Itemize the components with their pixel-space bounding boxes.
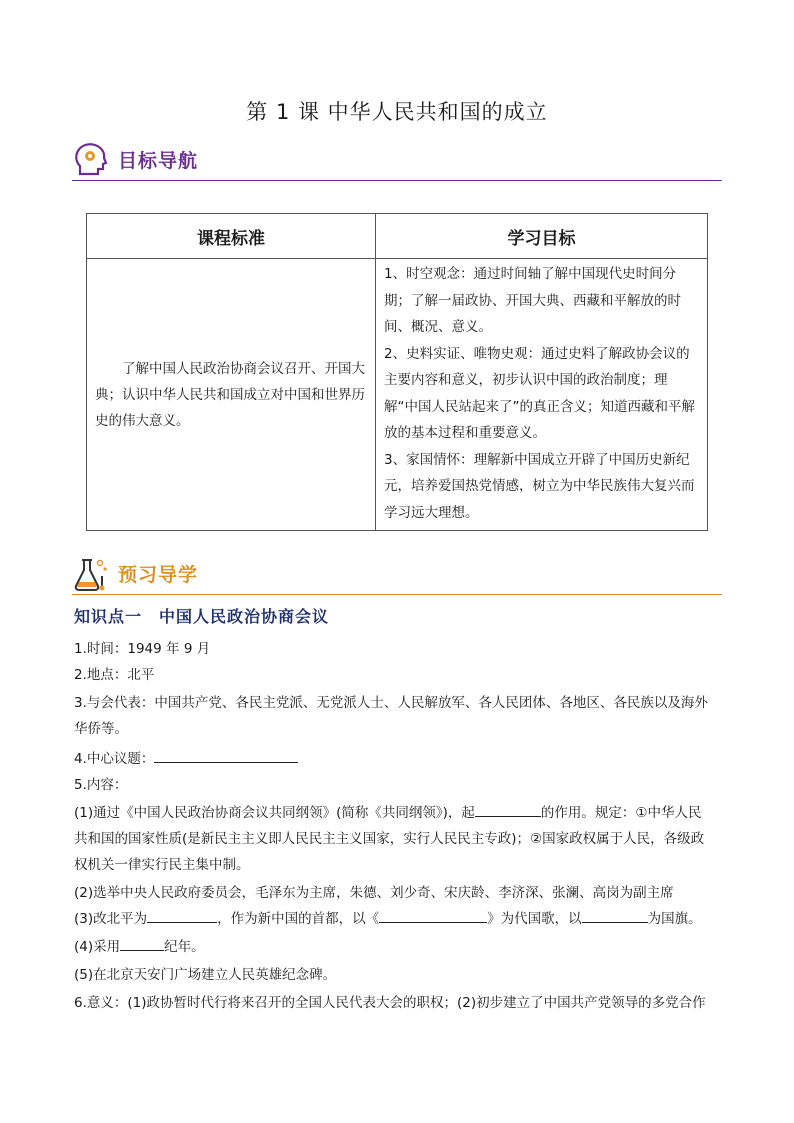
content-line: 华侨等。	[74, 721, 128, 737]
content-text: 的作用。规定：①中华人民	[540, 805, 702, 821]
content-text: 》为代国歌，以	[487, 911, 582, 927]
content-line	[74, 746, 724, 772]
content-line: 2.地点：北平	[74, 667, 155, 683]
content-text: 纪年。	[164, 939, 205, 955]
content-line: 权机关一律实行民主集中制。	[74, 857, 250, 873]
content-line: 共和国的国家性质(是新民主主义即人民民主主义国家，实行人民民主专政)；②国家政权属于人民，各级政	[74, 831, 705, 847]
fill-blank-capital[interactable]	[147, 908, 217, 923]
section-divider-preview	[72, 594, 722, 595]
course-standard-text: 了解中国人民政治协商会议召开、开国大典；认识中华人民共和国成立对中国和世界历史的伟大意义。	[95, 360, 365, 429]
content-line: (2)选举中央人民政府委员会，毛泽东为主席，朱德、刘少奇、宋庆龄、李济深、张澜、高岗为副主席	[74, 885, 674, 901]
content-text: 4.中心议题：	[74, 751, 155, 767]
course-standard-cell	[87, 259, 376, 531]
fill-blank-flag[interactable]	[582, 908, 648, 923]
section-title-goals: 目标导航	[118, 150, 199, 172]
content-text: ，作为新中国的首都，以《	[217, 911, 380, 927]
content-text: 为国旗。	[647, 911, 702, 927]
fill-blank-role[interactable]	[475, 802, 541, 817]
course-standard-table	[86, 213, 708, 531]
fill-blank-calendar[interactable]	[120, 936, 164, 951]
section-title-preview: 预习导学	[118, 564, 199, 586]
content-line: 6.意义：(1)政协暂时代行将来召开的全国人民代表大会的职权；(2)初步建立了中国共产党领导的多党合作	[74, 995, 706, 1011]
head-gear-icon	[72, 140, 110, 178]
fill-blank-anthem[interactable]	[379, 908, 487, 923]
section-header-goals	[72, 140, 722, 180]
learning-goals-cell	[376, 259, 708, 531]
section-header-preview	[72, 554, 722, 594]
content-line	[74, 934, 724, 960]
knowledge-point-title: 知识点一 中国人民政治协商会议	[74, 607, 330, 626]
fill-blank-topic[interactable]	[154, 748, 298, 763]
content-text: (4)采用	[74, 939, 121, 955]
content-line	[74, 800, 724, 826]
flask-icon	[72, 554, 110, 592]
content-line: 3.与会代表：中国共产党、各民主党派、无党派人士、人民解放军、各人民团体、各地区、各民族以及海外	[74, 695, 708, 711]
section-divider-goals	[72, 180, 722, 181]
table-header-standard: 课程标准	[87, 214, 376, 259]
page-title: 第 1 课 中华人民共和国的成立	[246, 100, 548, 124]
content-line	[74, 906, 724, 932]
content-line: (5)在北京天安门广场建立人民英雄纪念碑。	[74, 967, 337, 983]
content-line: 5.内容：	[74, 777, 128, 793]
table-header-goals: 学习目标	[376, 214, 708, 259]
learning-goal-item: 3、家国情怀：理解新中国成立开辟了中国历史新纪元，培养爱国热党情感，树立为中华民族伟大复兴而学习远大理想。	[384, 451, 695, 521]
content-text: (1)通过《中国人民政治协商会议共同纲领》(简称《共同纲领》)，起	[74, 805, 475, 821]
learning-goal-item: 1、时空观念：通过时间轴了解中国现代史时间分期；了解一届政协、开国大典、西藏和平解放的时间、概况、意义。	[384, 266, 681, 335]
content-text: (3)改北平为	[74, 911, 148, 927]
content-line: 1.时间：1949 年 9 月	[74, 641, 211, 657]
learning-goal-item: 2、史料实证、唯物史观：通过史料了解政协会议的主要内容和意义，初步认识中国的政治制度；理解“中国人民站起来了”的真正含义；知道西藏和平解放的基本过程和重要意义。	[384, 345, 695, 441]
